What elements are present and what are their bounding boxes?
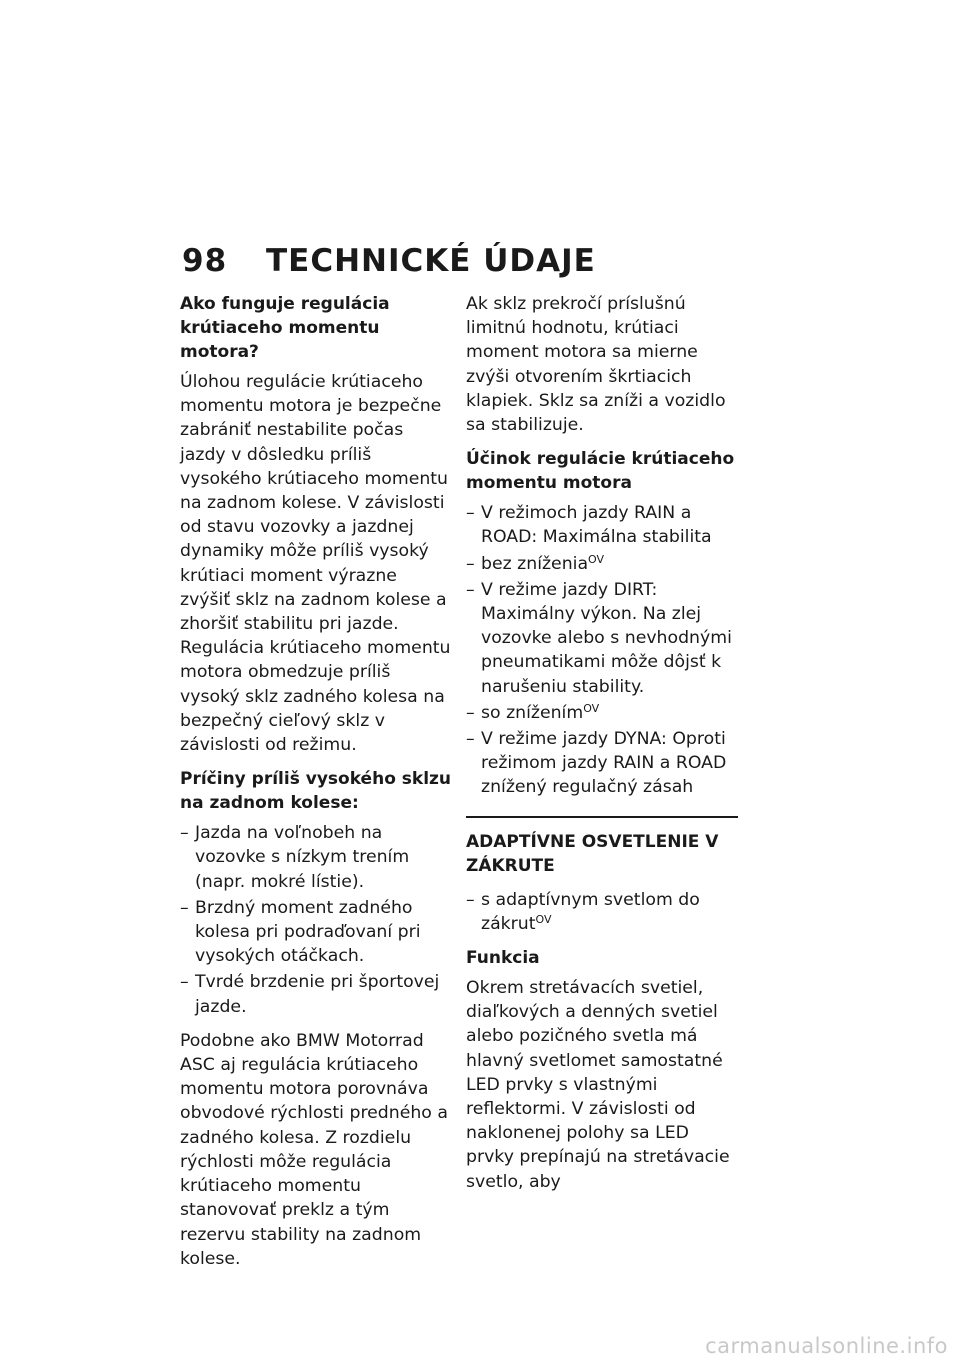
effects-list: [466, 501, 738, 799]
list-item: – Brzdný moment zadného kolesa pri podraďovaní pri vysokých otáčkach.: [180, 896, 452, 969]
list-item: [466, 552, 738, 576]
list-item-text: V režimoch jazdy RAIN a ROAD: Maximálna stabilita: [481, 503, 712, 548]
paragraph-purpose: Úlohou regulácie krútiaceho momentu motora je bezpečne zabrániť nestabilite počas jazdy v dôsledku príliš vysokého krútiaceho momentu na zadnom kolese. V závislosti od stavu vozovky a jazdnej dynamiky môže príliš vysoký krútiaci moment výrazne zvýšiť sklz na zadnom kolese a zhoršiť stabilitu pri jazde. Regulácia krútiaceho momentu motora obmedzuje príliš vysoký sklz zadného kolesa na bezpečný cieľový sklz v závislosti od režimu.: [180, 372, 451, 756]
section-title: ADAPTÍVNE OSVETLENIE V ZÁKRUTE: [466, 831, 719, 876]
paragraph-comparison: Podobne ako BMW Motorrad ASC aj regulácia krútiaceho momentu motora porovnáva obvodové rýchlosti predného a zadného kolesa. Z rozdielu rýchlosti môže regulácia krútiaceho momentu stanovovať preklz a tým rezervu stability na zadnom kolese.: [180, 1030, 448, 1269]
list-item-text: bez zníženia: [481, 553, 589, 574]
list-item: – Tvrdé brzdenie pri športovej jazde.: [180, 970, 452, 1018]
list-item: [466, 888, 738, 936]
section-list: [466, 888, 738, 936]
page-title: [182, 243, 596, 279]
paragraph-function: Okrem stretávacích svetiel, diaľkových a denných svetiel alebo pozičného svetla má hlavný svetlomet samostatné LED prvky s vlastnými reflektormi. V závislosti od naklonenej polohy sa LED prvky prepínajú na stretávacie svetlo, aby: [466, 978, 730, 1192]
list-item: [466, 727, 738, 800]
list-item-text: s adaptívnym svetlom do zákrut: [481, 889, 700, 934]
paragraph-slip-limit: Ak sklz prekročí príslušnú limitnú hodnotu, krútiaci moment motora sa mierne zvýši otvorením škrtiacich klapiek. Sklz sa zníži a vozidlo sa stabilizuje.: [466, 294, 726, 436]
option-marker: OV: [588, 552, 605, 566]
page-number: 98: [182, 243, 228, 279]
left-column: [180, 292, 452, 1281]
list-item: [466, 501, 738, 549]
list-item-text: V režime jazdy DYNA: Oproti režimom jazdy RAIN a ROAD znížený regulačný zásah: [481, 729, 727, 798]
list-item-text: so znížením: [481, 702, 584, 723]
option-marker: OV: [583, 701, 600, 715]
heading-how-it-works: Ako funguje regulácia krútiaceho momentu motora?: [180, 294, 390, 362]
heading-causes: Príčiny príliš vysokého sklzu na zadnom kolese:: [180, 769, 452, 814]
watermark: carmanualsonline.info: [705, 1334, 948, 1358]
list-item: [466, 701, 738, 725]
list-item: [466, 578, 738, 699]
chapter-title: TECHNICKÉ ÚDAJE: [266, 243, 596, 279]
right-column: [466, 292, 738, 1204]
list-item-text: V režime jazdy DIRT: Maximálny výkon. Na zlej vozovke alebo s nevhodnými pneumatikami môže dôjsť k narušeniu stability.: [481, 579, 732, 697]
causes-list: [180, 821, 452, 1019]
option-marker: OV: [535, 912, 552, 926]
heading-function: Funkcia: [466, 948, 540, 969]
heading-effect: Účinok regulácie krútiaceho momentu motora: [466, 449, 735, 494]
section-divider: [466, 816, 738, 818]
list-item: – Jazda na voľnobeh na vozovke s nízkym trením (napr. mokré lístie).: [180, 821, 452, 894]
